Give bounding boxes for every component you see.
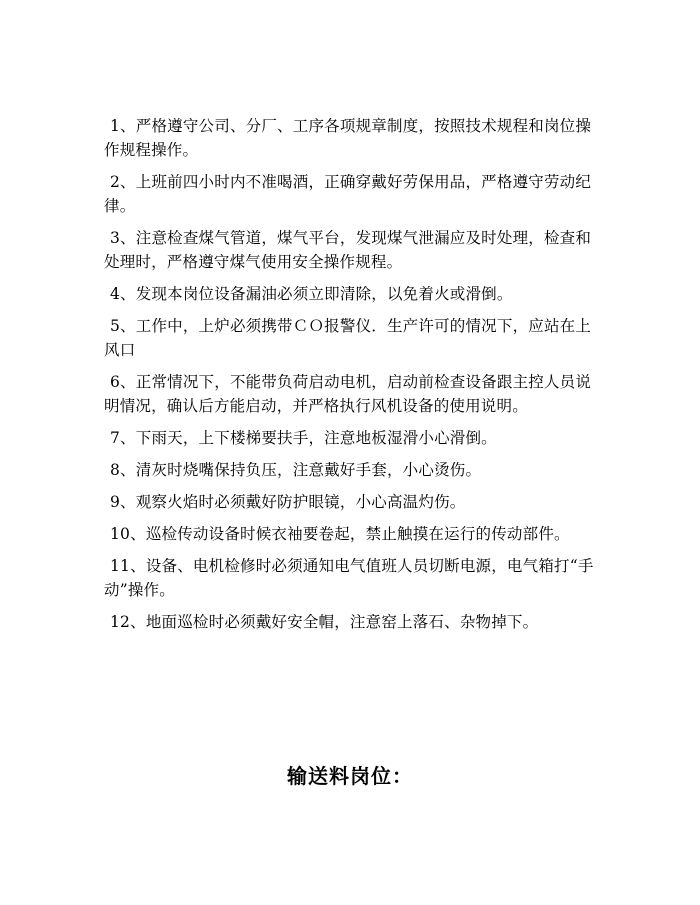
rule-12: 12、地面巡检时必须戴好安全帽，注意窑上落石、杂物掉下。: [110, 613, 539, 631]
rule-9: 9、观察火焰时必须戴好防护眼镜，小心高温灼伤。: [110, 493, 466, 511]
rule-7: 7、下雨天，上下楼梯要扶手，注意地板湿滑小心滑倒。: [110, 429, 497, 447]
rule-5: 5、工作中，上炉必须携带ＣＯ报警仪．生产许可的情况下，应站在上风口: [104, 317, 592, 359]
rule-6: 6、正常情况下，不能带负荷启动电机，启动前检查设备跟主控人员说明情况，确认后方能启动，并严格执行风机设备的使用说明。: [104, 373, 592, 415]
rule-2: 2、上班前四小时内不准喝酒，正确穿戴好劳保用品，严格遵守劳动纪律。: [104, 173, 592, 215]
rule-1: 1、严格遵守公司、分厂、工序各项规章制度，按照技术规程和岗位操作规程操作。: [104, 117, 592, 159]
rule-10: 10、巡检传动设备时候衣袖要卷起，禁止触摸在运行的传动部件。: [110, 525, 570, 543]
rule-8: 8、清灰时烧嘴保持负压，注意戴好手套，小心烫伤。: [110, 461, 482, 479]
rule-11: 11、设备、电机检修时必须通知电气值班人员切断电源，电气箱打“手动”操作。: [104, 557, 594, 599]
rule-3: 3、注意检查煤气管道，煤气平台，发现煤气泄漏应及时处理，检查和处理时，严格遵守煤气使用安全操作规程。: [104, 229, 592, 271]
rule-4: 4、发现本岗位设备漏油必须立即清除，以免着火或滑倒。: [110, 285, 513, 303]
section-heading: 输送料岗位：: [287, 764, 413, 788]
safety-rules-list: [104, 114, 594, 642]
